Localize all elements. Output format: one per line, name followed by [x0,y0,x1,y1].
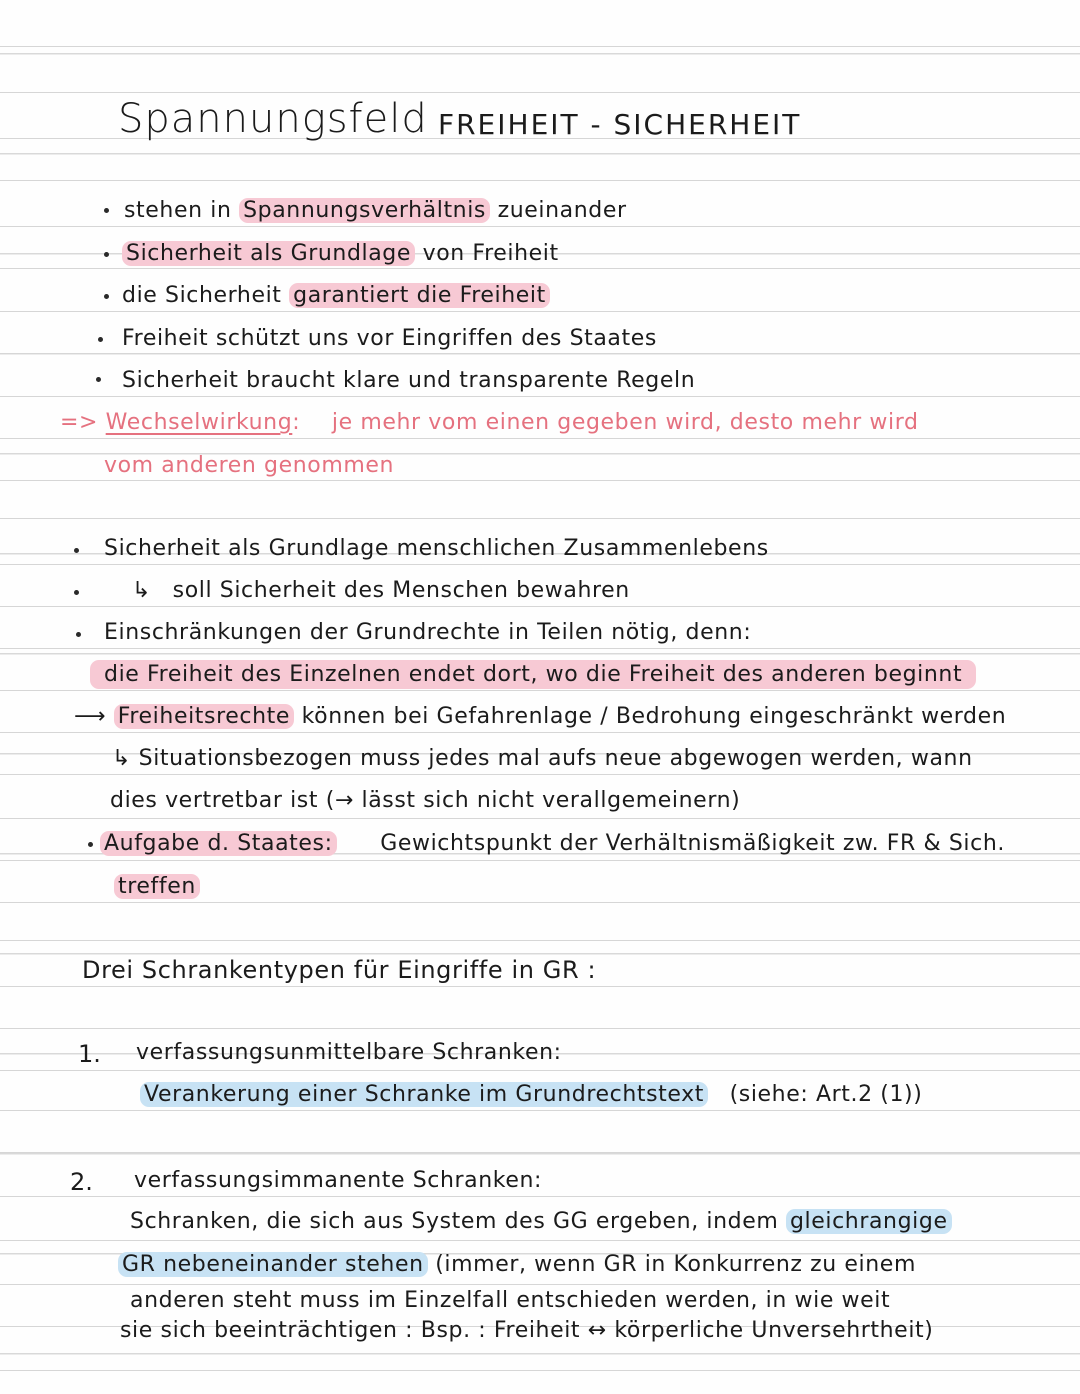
sub-arrow-icon: ↳ [132,578,152,603]
rule-line [0,180,1080,181]
list-item: ↳ soll Sicherheit des Menschen bewahren [132,578,630,603]
list-number: 2. [70,1168,93,1196]
list-item: Sicherheit braucht klare und transparente Regeln [122,368,696,393]
rule-line [0,46,1080,47]
bullet-dot [74,590,79,595]
rule-line [0,1028,1080,1029]
rule-line [0,1370,1080,1371]
rule-line [0,774,1080,775]
conclusion-line: vom anderen genommen [104,453,395,478]
rule-line [0,353,1080,354]
conclusion-text: je mehr vom einen gegeben wird, desto mehr wird [331,410,919,435]
list-item: stehen in Spannungsverhältnis zueinander [124,198,627,223]
list-item: dies vertretbar ist (→ lässt sich nicht verallgemeinern) [110,788,741,813]
rule-line [0,690,1080,691]
list-number: 1. [78,1040,101,1068]
rule-line [0,1152,1080,1153]
list-item: Sicherheit als Grundlage von Freiheit [122,243,559,265]
rule-line [0,902,1080,903]
rule-line [0,860,1080,861]
rule-line [0,396,1080,397]
rule-line [0,648,1080,649]
bullet-dot [76,632,81,637]
list-item-title: verfassungsimmanente Schranken: [134,1168,543,1193]
rule-line [0,986,1080,987]
page-title: Spannungsfeld [118,96,428,142]
rule-line [0,818,1080,819]
list-item: Einschränkungen der Grundrechte in Teilen nötig, denn: [104,620,752,645]
list-item: Verankerung einer Schranke im Grundrechtstext (siehe: Art.2 (1)) [140,1084,922,1106]
list-item: die Freiheit des Einzelnen endet dort, wo die Freiheit des anderen beginnt [90,664,976,686]
list-item: Freiheit schützt uns vor Eingriffen des Staates [122,326,657,351]
bullet-dot [98,337,103,342]
bullet-dot [104,294,109,299]
rule-line [0,606,1080,607]
conclusion-label: Wechselwirkung [105,410,293,435]
rule-line [0,564,1080,565]
list-item: Sicherheit als Grundlage menschlichen Zusammenlebens [104,536,769,561]
list-item-title: verfassungsunmittelbare Schranken: [136,1040,562,1065]
rule-line [0,1110,1080,1111]
list-item: treffen [114,876,200,898]
rule-line [0,732,1080,733]
bullet-dot [88,842,93,847]
rule-line [0,518,1080,519]
conclusion-line: => Wechselwirkung: je mehr vom einen gegeben wird, desto mehr wird [60,410,919,435]
list-item: anderen steht muss im Einzelfall entschieden werden, in wie weit [130,1288,891,1313]
list-item: sie sich beeinträchtigen : Bsp. : Freiheit ↔ körperliche Unversehrtheit) [120,1318,934,1343]
list-item: Aufgabe d. Staates: Gewichtspunkt der Verhältnismäßigkeit zw. FR & Sich. [100,833,1005,855]
right-arrow-icon: ⟶ [74,704,107,729]
rule-line [0,268,1080,269]
rule-line [0,311,1080,312]
list-item: die Sicherheit garantiert die Freiheit [122,285,550,307]
section-heading: Drei Schrankentypen für Eingriffe in GR : [82,956,597,984]
list-item: ⟶ Freiheitsrechte können bei Gefahrenlage / Bedrohung eingeschränkt werden [74,704,1007,729]
rule-line [0,940,1080,941]
rule-line [0,1196,1080,1197]
rule-line [0,92,1080,93]
rule-line [0,1240,1080,1241]
sub-arrow-icon: ↳ [112,746,132,771]
list-item: ↳ Situationsbezogen muss jedes mal aufs neue abgewogen werden, wann [112,746,973,771]
rule-line [0,438,1080,439]
rule-line [0,1284,1080,1285]
list-item: Schranken, die sich aus System des GG ergeben, indem gleichrangige [130,1211,952,1233]
list-item: GR nebeneinander stehen (immer, wenn GR in Konkurrenz zu einem [118,1254,916,1276]
implies-arrow-icon: => [60,410,99,435]
bullet-dot [74,548,79,553]
rule-line [0,480,1080,481]
bullet-dot [96,377,101,382]
bullet-dot [104,252,109,257]
bullet-dot [104,208,109,213]
page-subtitle: FREIHEIT - SICHERHEIT [438,108,802,141]
rule-line [0,1070,1080,1071]
rule-line [0,226,1080,227]
